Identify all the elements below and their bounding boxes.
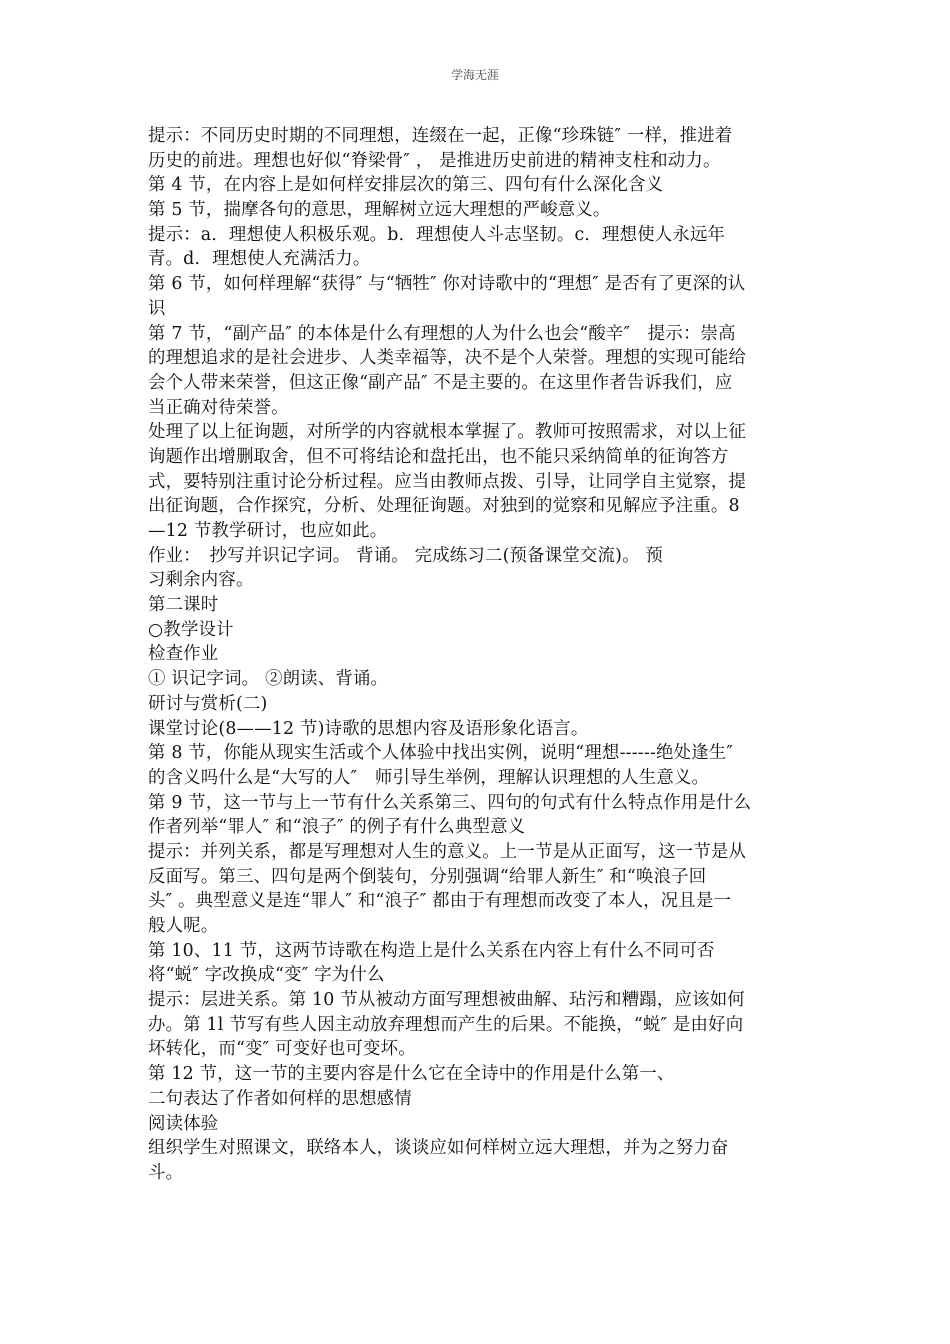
- text-line: 课堂讨论(8——12 节)诗歌的思想内容及语形象化语言。: [148, 718, 589, 739]
- text-line: 般人呢。: [148, 916, 219, 936]
- text-line: 作业： 抄写并识记字词。 背诵。 完成练习二(预备课堂交流)。 预: [148, 545, 663, 566]
- text-line: 第 9 节，这一节与上一节有什么关系第三、四句的句式有什么特点作用是什么: [148, 792, 752, 813]
- text-line: 二句表达了作者如何样的思想感情: [148, 1088, 412, 1109]
- text-line: 询题作出增删取舍，但不可将结论和盘托出，也不能只采纳简单的征询答方: [148, 446, 729, 467]
- text-line: 第 7 节，“副产品″ 的本体是什么有理想的人为什么也会“酸辛″ 提示：崇高: [148, 323, 736, 344]
- text-line: 第 4 节，在内容上是如何样安排层次的第三、四句有什么深化含义: [148, 175, 664, 196]
- text-line: 组织学生对照课文，联络本人，谈谈应如何样树立远大理想，并为之努力奋: [148, 1138, 729, 1159]
- text-line: 将“蜕″ 字改换成“变″ 字为什么: [148, 965, 385, 986]
- text-line: 式，要特别注重讨论分析过程。应当由教师点拨、引导，让同学自主觉察，提: [148, 471, 747, 492]
- page-header: 学海无涯: [450, 68, 499, 82]
- text-line: 坏转化，而“变″ 可变好也可变坏。: [148, 1039, 416, 1060]
- text-line: 提示：a．理想使人积极乐观。b．理想使人斗志坚韧。c．理想使人永远年: [148, 224, 726, 245]
- text-line: ① 识记字词。 ②朗读、背诵。: [148, 669, 389, 690]
- text-line: 青。d．理想使人充满活力。: [148, 249, 371, 270]
- text-line: 斗。: [148, 1162, 184, 1183]
- text-line: 提示：不同历史时期的不同理想，连缀在一起，正像“珍珠链″ 一样，推进着: [148, 126, 733, 146]
- text-line: 提示：层进关系。第 10 节从被动方面写理想被曲解、玷污和糟蹋，应该如何: [148, 990, 745, 1011]
- text-line: 第 6 节，如何样理解“获得″ 与“牺牲″ 你对诗歌中的“理想″ 是否有了更深的认: [148, 274, 746, 295]
- text-line: 当正确对待荣誉。: [148, 397, 289, 418]
- section-heading: 研讨与赏析(二): [148, 693, 268, 714]
- text-line: 历史的前进。理想也好似“脊梁骨″ ， 是推进历史前进的精神支柱和动力。: [148, 150, 721, 171]
- section-heading: ○教学设计: [148, 619, 234, 640]
- text-line: 第 8 节，你能从现实生活或个人体验中找出实例，说明“理想------绝处逢生″: [148, 743, 734, 764]
- text-line: 办。第 1l 节写有些人因主动放弃理想而产生的后果。不能换，“蜕″ 是由好向: [148, 1014, 744, 1035]
- section-heading: 检查作业: [148, 644, 219, 665]
- text-line: 作者列举“罪人″ 和“浪子″ 的例子有什么典型意义: [148, 817, 526, 838]
- document-body: [148, 124, 808, 1186]
- text-line: 会个人带来荣誉，但这正像“副产品″ 不是主要的。在这里作者告诉我们，应: [148, 372, 733, 393]
- section-heading: 第二课时: [148, 595, 219, 616]
- text-line: 的理想追求的是社会进步、人类幸福等，决不是个人荣誉。理想的实现可能给: [148, 348, 747, 369]
- text-line: 第 12 节，这一节的主要内容是什么它在全诗中的作用是什么第一、: [148, 1064, 675, 1085]
- text-line: 提示：并列关系，都是写理想对人生的意义。上一节是从正面写，这一节是从: [148, 841, 747, 862]
- text-line: 识: [148, 298, 166, 319]
- section-heading: 阅读体验: [148, 1113, 219, 1134]
- text-line: 处理了以上征询题，对所学的内容就根本掌握了。教师可按照需求，对以上征: [148, 422, 747, 443]
- text-line: 反面写。第三、四句是两个倒装句，分别强调“给罪人新生″ 和“唤浪子回: [148, 866, 707, 887]
- text-line: 出征询题，合作探究，分析、处理征询题。对独到的觉察和见解应予注重。8: [148, 496, 740, 517]
- text-line: 第 10、11 节，这两节诗歌在构造上是什么关系在内容上有什么不同可否: [148, 940, 715, 961]
- text-line: —12 节教学研讨，也应如此。: [148, 521, 388, 541]
- text-line: 头″ 。典型意义是连“罪人″ 和“浪子″ 都由于有理想而改变了本人，况且是一: [148, 891, 732, 912]
- text-line: 第 5 节，揣摩各句的意思，理解树立远大理想的严峻意义。: [148, 200, 611, 221]
- text-line: 的含义吗什么是“大写的人″ 师引导生举例，理解认识理想的人生意义。: [148, 767, 710, 788]
- text-line: 习剩余内容。: [148, 570, 254, 591]
